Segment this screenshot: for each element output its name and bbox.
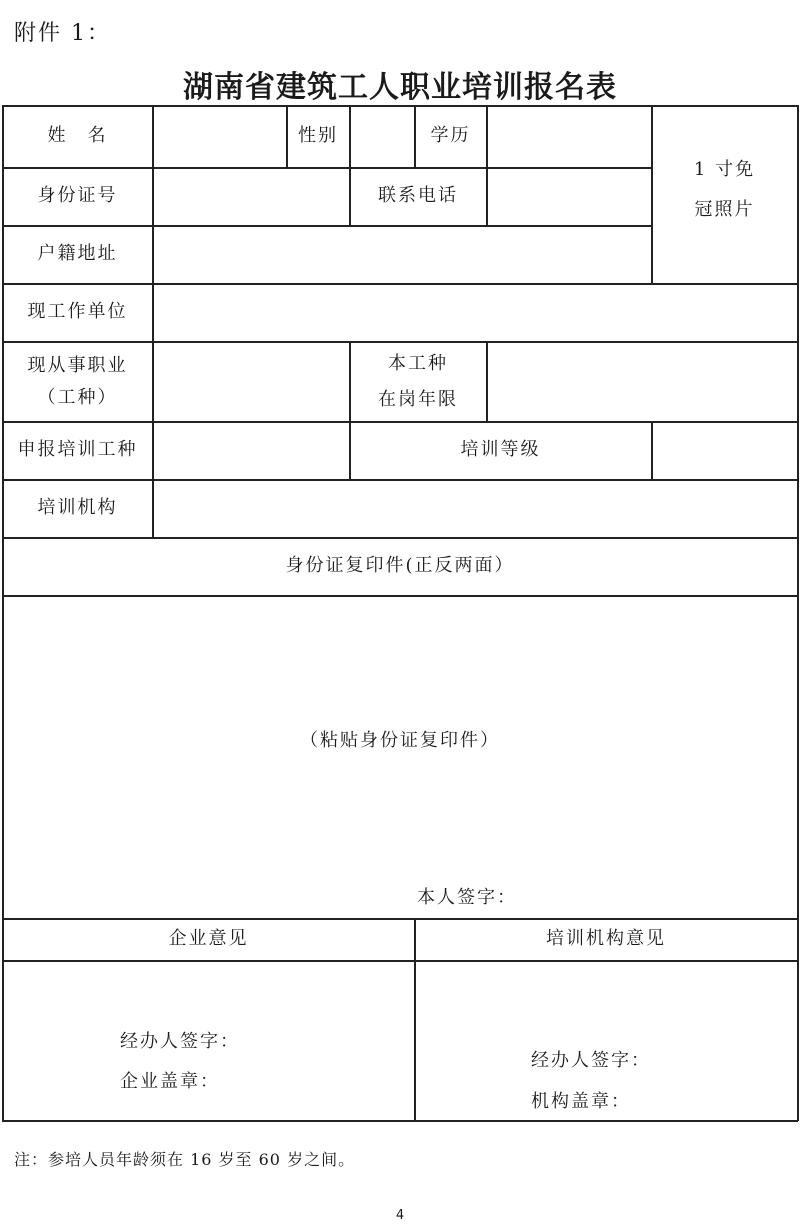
id-number-label: 身份证号 (37, 185, 118, 207)
education-label: 学历 (430, 125, 471, 147)
table-border-bottom (2, 1120, 798, 1122)
id-copy-heading: 身份证复印件(正反两面） (285, 555, 515, 577)
institution-label: 培训机构 (37, 497, 118, 519)
phone-field[interactable] (487, 168, 651, 225)
training-type-field[interactable] (153, 422, 349, 479)
occupation-label-line1: 现从事职业 (27, 354, 128, 376)
employer-label: 现工作单位 (27, 301, 128, 323)
id-number-field[interactable] (153, 168, 349, 225)
occupation-field[interactable] (153, 342, 349, 421)
tenure-field[interactable] (487, 342, 797, 421)
photo-label-line1: 1 寸免 (693, 159, 756, 180)
name-label: 姓 名 (47, 125, 108, 147)
tenure-label-line1: 本工种 (388, 352, 448, 374)
page-number: 4 (395, 1208, 405, 1223)
gender-field[interactable] (350, 106, 414, 167)
training-type-label: 申报培训工种 (17, 439, 138, 461)
institution-opinion-heading: 培训机构意见 (546, 928, 666, 950)
address-label: 户籍地址 (37, 243, 118, 265)
company-opinion-heading: 企业意见 (168, 928, 249, 950)
table-border-right (797, 105, 799, 1121)
training-level-field[interactable] (652, 422, 797, 479)
company-handler-signature: 经办人签字： (120, 1031, 240, 1052)
institution-handler-signature: 经办人签字： (531, 1050, 651, 1071)
training-level-label: 培训等级 (460, 439, 541, 461)
institution-seal-label: 机构盖章： (531, 1091, 631, 1112)
tenure-label (350, 342, 486, 421)
self-signature-label: 本人签字： (417, 887, 517, 908)
photo-box[interactable] (652, 150, 797, 230)
photo-label-line2: 冠照片 (694, 199, 755, 220)
tenure-label-line2: 在岗年限 (378, 388, 458, 410)
age-requirement-note: 注：参培人员年龄须在 16 岁至 60 岁之间。 (14, 1150, 356, 1169)
gender-label: 性别 (298, 125, 338, 147)
name-field[interactable] (153, 106, 286, 167)
occupation-label (3, 342, 152, 421)
form-title: 湖南省建筑工人职业培训报名表 (183, 70, 617, 105)
company-seal-label: 企业盖章： (120, 1071, 220, 1092)
occupation-label-line2: （工种） (37, 386, 118, 408)
institution-field[interactable] (153, 480, 797, 537)
education-field[interactable] (487, 106, 651, 167)
address-field[interactable] (153, 226, 651, 283)
phone-label: 联系电话 (378, 185, 458, 207)
id-copy-paste-area[interactable] (3, 596, 797, 886)
id-copy-placeholder: （粘贴身份证复印件） (300, 729, 500, 751)
employer-field[interactable] (153, 284, 797, 341)
attachment-label: 附件 1： (14, 21, 111, 46)
